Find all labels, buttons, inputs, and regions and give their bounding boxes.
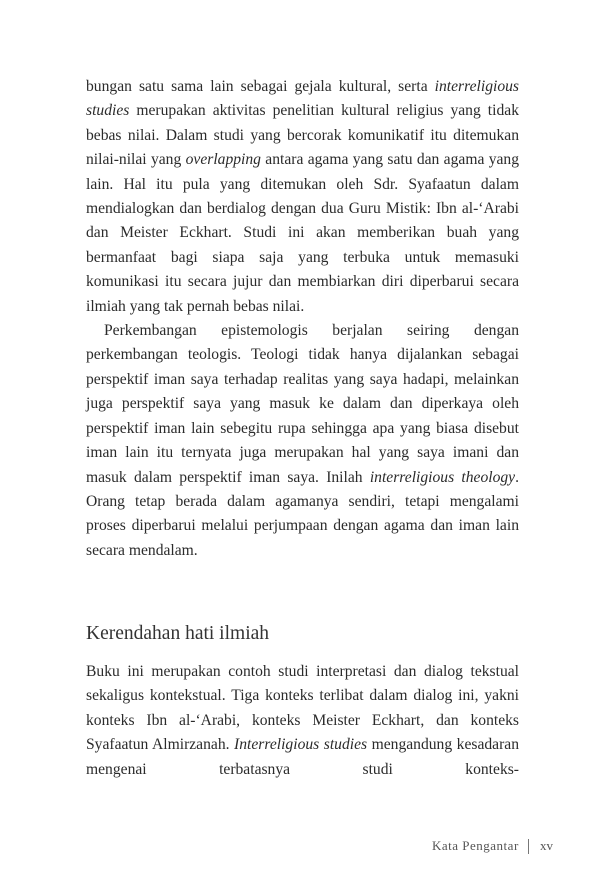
page-number: xv — [540, 838, 553, 853]
page-footer — [0, 838, 591, 858]
section-paragraph-1-italic-term: Interreligious studies — [234, 736, 368, 754]
paragraph-1-text-c: merupakan aktivitas penelitian kultural religius yang tidak bebas nilai. Dalam studi yang bercorak komunikatif itu ditemukan nilai-nilai yang — [86, 102, 519, 169]
section-paragraph-1-text-a: Buku ini merupakan contoh studi interpretasi dan dialog tekstual sekaligus kontekstual. Tiga konteks terlibat dalam dialog ini, yakni konteks Ibn al-‘Arabi, konteks Meister Eckhart, dan konteks Syafaatun Almirzanah. — [86, 663, 519, 754]
body-text — [86, 75, 519, 563]
section-body-text — [86, 660, 519, 782]
section-paragraph-1 — [86, 660, 519, 782]
paragraph-1-italic-term-2: overlapping — [185, 151, 261, 169]
paragraph-2-italic-term: interreligious theology — [369, 468, 516, 486]
paragraph-2-text-a: Perkembangan epistemologis berjalan seiring dengan perkembangan teologis. Teologi tidak hanya dijalankan sebagai perspektif iman saya terhadap realitas yang saya hadapi, melainkan juga perspektif saya yang masuk ke dalam dan diperkaya oleh perspektif iman lain sebegitu rupa sehingga apa yang biasa disebut iman lain itu ternyata juga merupakan hal yang saya imani dan masuk dalam perspektif iman saya. Inilah — [86, 322, 519, 486]
running-title: Kata Pengantar — [432, 838, 519, 853]
footer-separator — [528, 839, 529, 854]
section-heading: Kerendahan hati ilmiah — [86, 623, 270, 644]
section-paragraph-1-text-c: mengandung kesadaran mengenai terbatasnya studi konteks- — [86, 736, 520, 778]
paragraph-1 — [86, 75, 519, 319]
paragraph-1-text-a: bungan satu sama lain sebagai gejala kultural, serta — [86, 78, 435, 95]
paragraph-1-text-e: antara agama yang satu dan agama yang lain. Hal itu pula yang ditemukan oleh Sdr. Syafaatun dalam mendialogkan dan berdialog dengan dua Guru Mistik: Ibn al-‘Arabi dan Meister Eckhart. Studi ini akan memberikan buah yang bermanfaat bagi siapa saja yang terbuka untuk memasuki komunikasi itu secara jujur dan membiarkan diri diperbarui secara ilmiah yang tak pernah bebas nilai. — [86, 151, 520, 315]
paragraph-2-text-c: . Orang tetap berada dalam agamanya sendiri, tetapi mengalami proses diperbarui melalui perjumpaan dengan agama dan iman lain secara mendalam. — [86, 468, 519, 559]
paragraph-1-italic-term-1: interreligious studies — [86, 78, 519, 120]
paragraph-2 — [86, 319, 519, 563]
